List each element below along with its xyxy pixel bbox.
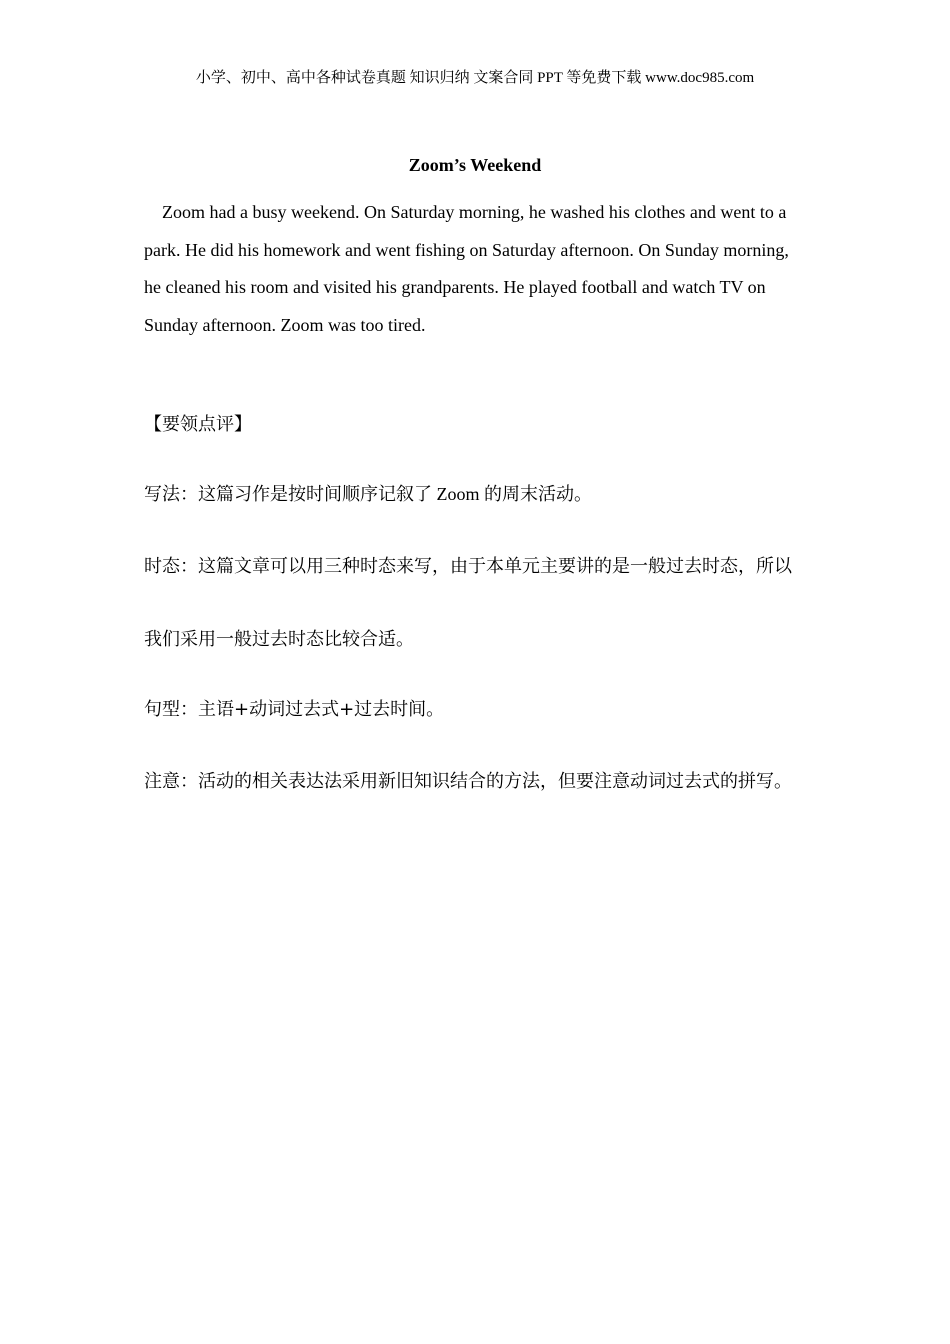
essay-body: Zoom had a busy weekend. On Saturday morning, he washed his clothes and went to a park. He did his homework and went fishing on Saturday afternoon. On Sunday morning, he cleaned his room and visited his grandparents. He played football and watch TV on Sunday afternoon. Zoom was too tired. bbox=[144, 202, 789, 335]
writing-method-text-before: 这篇习作是按时间顺序记叙了 bbox=[198, 484, 432, 505]
sentence-pattern-text: 主语+动词过去式+过去时间。 bbox=[198, 699, 445, 720]
review-heading: 【要领点评】 bbox=[144, 414, 252, 435]
note-text: 活动的相关表达法采用新旧知识结合的方法，但要注意动词过去式的拼写。 bbox=[198, 771, 792, 792]
page-header: 小学、初中、高中各种试卷真题 知识归纳 文案合同 PPT 等免费下载 www.doc985.com bbox=[195, 70, 755, 86]
note-label: 注意： bbox=[144, 771, 198, 792]
writing-method-name: Zoom bbox=[432, 484, 484, 504]
tense-text: 这篇文章可以用三种时态来写，由于本单元主要讲的是一般过去时态，所以我们采用一般过去时态比较合适。 bbox=[144, 556, 792, 650]
sentence-pattern-paragraph bbox=[144, 695, 804, 721]
writing-method-label: 写法： bbox=[144, 484, 198, 505]
essay-title: Zoom’s Weekend bbox=[408, 155, 542, 175]
note-paragraph bbox=[144, 745, 804, 818]
tense-paragraph bbox=[144, 530, 804, 676]
tense-label: 时态： bbox=[144, 556, 198, 577]
writing-method-text-after: 的周末活动。 bbox=[484, 484, 592, 505]
sentence-pattern-label: 句型： bbox=[144, 699, 198, 720]
writing-method-paragraph bbox=[144, 480, 804, 506]
